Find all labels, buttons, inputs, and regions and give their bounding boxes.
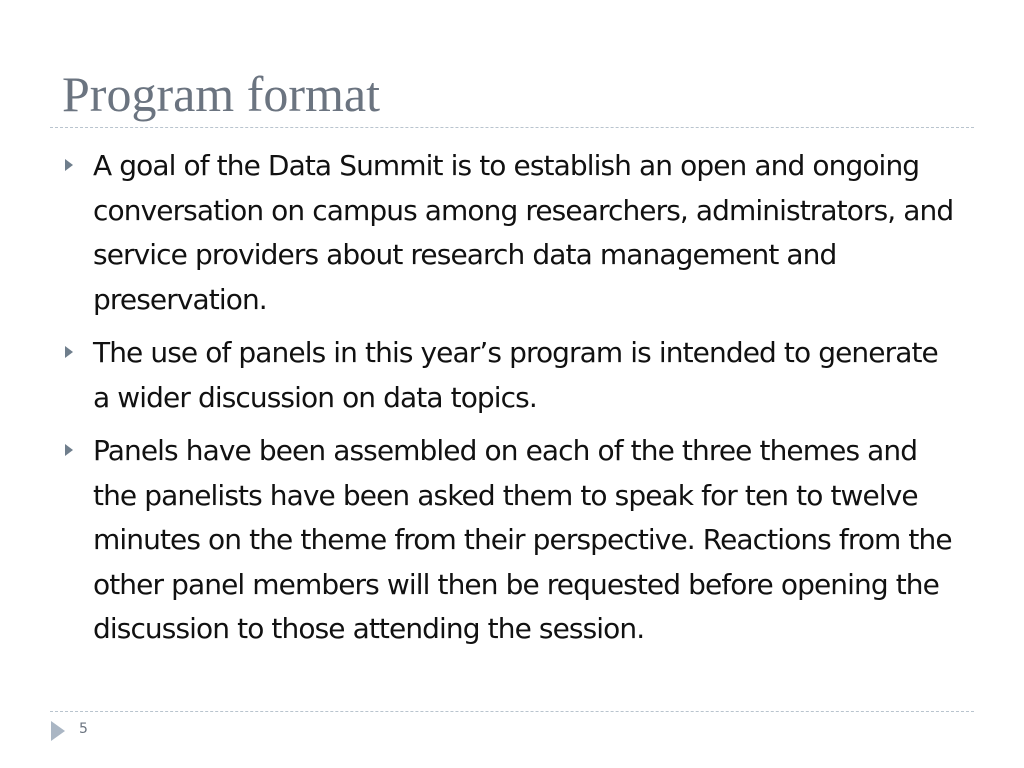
bullet-item	[62, 144, 962, 322]
bullet-item	[62, 331, 962, 420]
title-divider	[50, 127, 974, 128]
triangle-footer-icon	[51, 721, 65, 741]
bullet-list	[62, 144, 962, 661]
triangle-bullet-icon	[65, 444, 73, 456]
bullet-text: Panels have been assembled on each of the three themes and the panelists have been asked them to speak for ten to twelve minutes on the theme from their perspective. Reactions from the other panel members will then be requested before opening the discussion to those attending the session.	[93, 434, 952, 645]
bullet-text: A goal of the Data Summit is to establish an open and ongoing conversation on campus among researchers, administrators, and service providers about research data management and preservation.	[93, 149, 954, 316]
slide-title: Program format	[62, 66, 380, 122]
triangle-bullet-icon	[65, 346, 73, 358]
page-number: 5	[79, 721, 88, 737]
footer-divider	[50, 711, 974, 712]
triangle-bullet-icon	[65, 159, 73, 171]
bullet-item	[62, 429, 962, 652]
bullet-text: The use of panels in this year’s program is intended to generate a wider discussion on data topics.	[93, 336, 938, 414]
